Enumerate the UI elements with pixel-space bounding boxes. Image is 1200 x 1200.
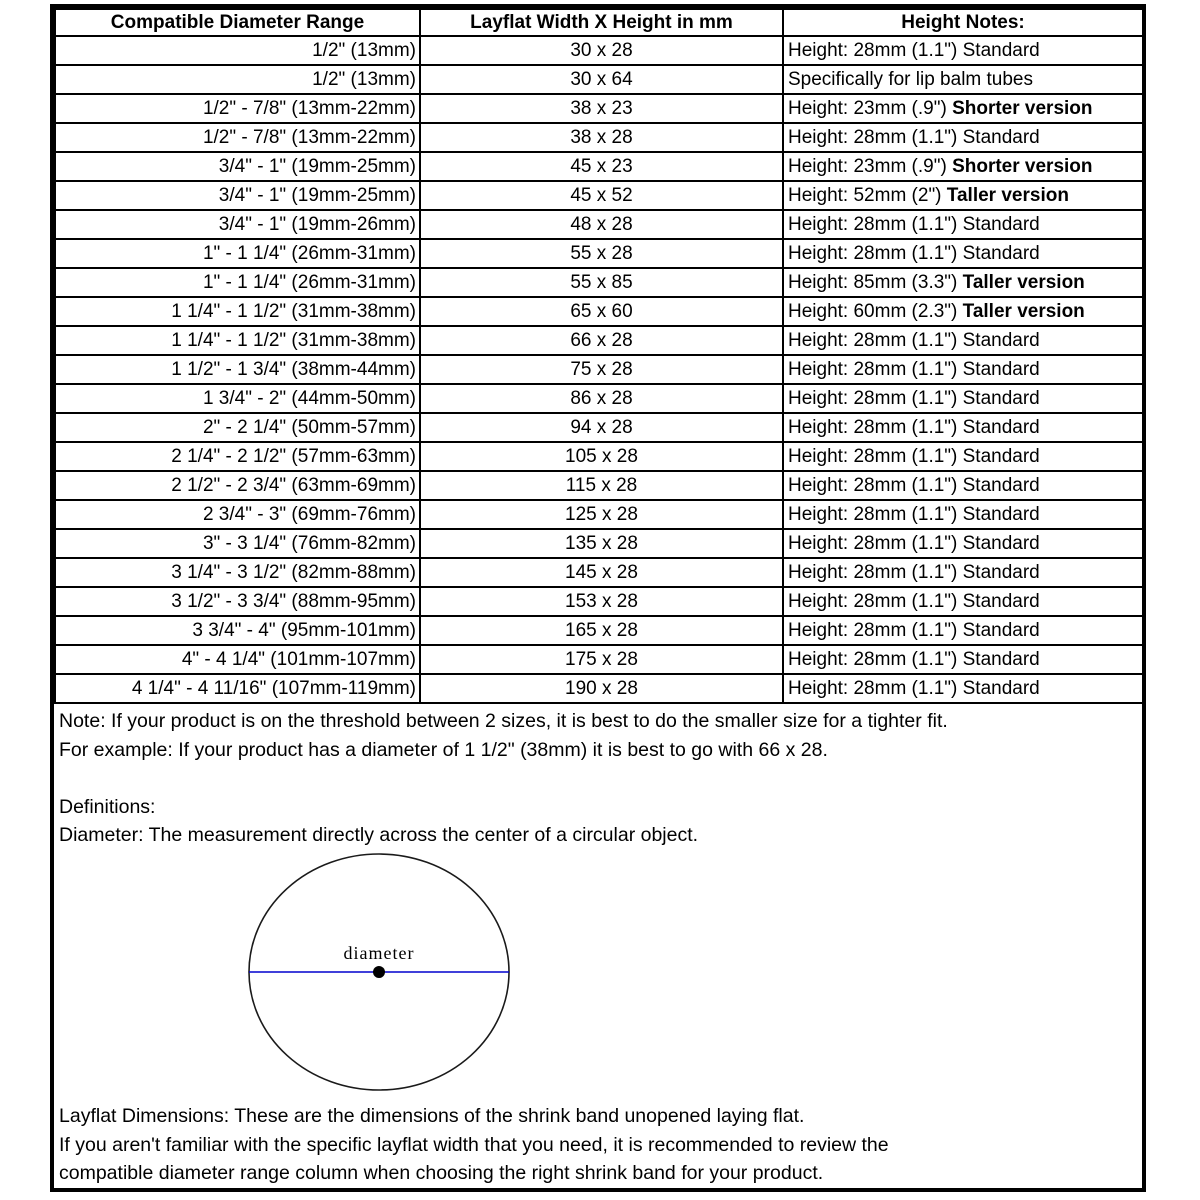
footer-line: If you aren't familiar with the specific layflat width that you need, it is recommended to review the (59, 1133, 889, 1156)
col-header-height-notes: Height Notes: (783, 9, 1143, 36)
cell-layflat-size: 125 x 28 (420, 500, 783, 529)
table-row (55, 65, 1143, 94)
cell-height-note: Height: 52mm (2") Taller version (783, 181, 1143, 210)
cell-height-note: Height: 28mm (1.1") Standard (783, 442, 1143, 471)
cell-diameter-range: 2 1/4" - 2 1/2" (57mm-63mm) (55, 442, 420, 471)
cell-layflat-size: 135 x 28 (420, 529, 783, 558)
cell-diameter-range: 1" - 1 1/4" (26mm-31mm) (55, 268, 420, 297)
cell-height-note: Height: 23mm (.9") Shorter version (783, 152, 1143, 181)
cell-diameter-range: 3/4" - 1" (19mm-25mm) (55, 181, 420, 210)
cell-height-note: Height: 28mm (1.1") Standard (783, 558, 1143, 587)
cell-height-note: Height: 85mm (3.3") Taller version (783, 268, 1143, 297)
cell-layflat-size: 48 x 28 (420, 210, 783, 239)
cell-diameter-range: 3/4" - 1" (19mm-25mm) (55, 152, 420, 181)
cell-diameter-range: 4 1/4" - 4 11/16" (107mm-119mm) (55, 674, 420, 703)
table-header-row (55, 9, 1143, 36)
cell-layflat-size: 66 x 28 (420, 326, 783, 355)
col-header-layflat-size: Layflat Width X Height in mm (420, 9, 783, 36)
cell-layflat-size: 75 x 28 (420, 355, 783, 384)
cell-diameter-range: 1 1/4" - 1 1/2" (31mm-38mm) (55, 326, 420, 355)
cell-height-note: Height: 28mm (1.1") Standard (783, 239, 1143, 268)
cell-layflat-size: 175 x 28 (420, 645, 783, 674)
cell-height-note: Height: 28mm (1.1") Standard (783, 471, 1143, 500)
cell-diameter-range: 3 1/2" - 3 3/4" (88mm-95mm) (55, 587, 420, 616)
footer-line: compatible diameter range column when choosing the right shrink band for your product. (59, 1162, 824, 1185)
cell-diameter-range: 1/2" (13mm) (55, 65, 420, 94)
table-row (55, 210, 1143, 239)
cell-diameter-range: 1 3/4" - 2" (44mm-50mm) (55, 384, 420, 413)
cell-height-note: Height: 28mm (1.1") Standard (783, 645, 1143, 674)
cell-height-note: Height: 28mm (1.1") Standard (783, 616, 1143, 645)
note-line: Definitions: (59, 795, 156, 818)
diameter-label: diameter (343, 943, 415, 963)
cell-layflat-size: 86 x 28 (420, 384, 783, 413)
table-row (55, 123, 1143, 152)
cell-height-note: Height: 28mm (1.1") Standard (783, 674, 1143, 703)
table-row (55, 355, 1143, 384)
size-table (54, 8, 1144, 704)
diameter-diagram (239, 846, 519, 1096)
cell-diameter-range: 1 1/4" - 1 1/2" (31mm-38mm) (55, 297, 420, 326)
cell-diameter-range: 1" - 1 1/4" (26mm-31mm) (55, 239, 420, 268)
cell-height-note: Height: 28mm (1.1") Standard (783, 500, 1143, 529)
table-row (55, 384, 1143, 413)
cell-height-note: Height: 28mm (1.1") Standard (783, 413, 1143, 442)
cell-layflat-size: 38 x 28 (420, 123, 783, 152)
cell-diameter-range: 2 3/4" - 3" (69mm-76mm) (55, 500, 420, 529)
cell-layflat-size: 115 x 28 (420, 471, 783, 500)
table-row (55, 529, 1143, 558)
cell-layflat-size: 153 x 28 (420, 587, 783, 616)
table-row (55, 413, 1143, 442)
cell-layflat-size: 45 x 23 (420, 152, 783, 181)
table-row (55, 94, 1143, 123)
cell-height-note: Height: 28mm (1.1") Standard (783, 529, 1143, 558)
cell-height-note: Specifically for lip balm tubes (783, 65, 1143, 94)
cell-height-note: Height: 28mm (1.1") Standard (783, 355, 1143, 384)
cell-diameter-range: 1 1/2" - 1 3/4" (38mm-44mm) (55, 355, 420, 384)
table-row (55, 616, 1143, 645)
cell-layflat-size: 30 x 28 (420, 36, 783, 65)
note-line: Diameter: The measurement directly across the center of a circular object. (59, 824, 699, 847)
cell-diameter-range: 2 1/2" - 2 3/4" (63mm-69mm) (55, 471, 420, 500)
cell-layflat-size: 190 x 28 (420, 674, 783, 703)
notes-block (59, 707, 1138, 850)
cell-height-note: Height: 28mm (1.1") Standard (783, 587, 1143, 616)
cell-layflat-size: 105 x 28 (420, 442, 783, 471)
cell-diameter-range: 2" - 2 1/4" (50mm-57mm) (55, 413, 420, 442)
table-row (55, 268, 1143, 297)
table-row (55, 442, 1143, 471)
size-chart-sheet (50, 4, 1146, 1192)
center-dot (373, 966, 385, 978)
table-row (55, 558, 1143, 587)
cell-layflat-size: 55 x 85 (420, 268, 783, 297)
note-line: Note: If your product is on the threshold between 2 sizes, it is best to do the smaller size for a tighter fit. (59, 710, 948, 732)
cell-diameter-range: 1/2" (13mm) (55, 36, 420, 65)
table-row (55, 152, 1143, 181)
cell-diameter-range: 3" - 3 1/4" (76mm-82mm) (55, 529, 420, 558)
cell-layflat-size: 65 x 60 (420, 297, 783, 326)
cell-diameter-range: 1/2" - 7/8" (13mm-22mm) (55, 123, 420, 152)
cell-layflat-size: 38 x 23 (420, 94, 783, 123)
col-header-diameter-range: Compatible Diameter Range (55, 9, 420, 36)
cell-height-note: Height: 60mm (2.3") Taller version (783, 297, 1143, 326)
table-row (55, 239, 1143, 268)
cell-height-note: Height: 28mm (1.1") Standard (783, 326, 1143, 355)
table-row (55, 181, 1143, 210)
note-line (59, 764, 1138, 793)
table-row (55, 471, 1143, 500)
cell-height-note: Height: 28mm (1.1") Standard (783, 123, 1143, 152)
cell-layflat-size: 165 x 28 (420, 616, 783, 645)
footer-line: Layflat Dimensions: These are the dimensions of the shrink band unopened laying flat. (59, 1105, 805, 1127)
table-row (55, 500, 1143, 529)
table-row (55, 645, 1143, 674)
cell-height-note: Height: 23mm (.9") Shorter version (783, 94, 1143, 123)
cell-layflat-size: 55 x 28 (420, 239, 783, 268)
cell-layflat-size: 45 x 52 (420, 181, 783, 210)
table-row (55, 326, 1143, 355)
cell-diameter-range: 3 1/4" - 3 1/2" (82mm-88mm) (55, 558, 420, 587)
footer-block (59, 1102, 1138, 1188)
cell-diameter-range: 3 3/4" - 4" (95mm-101mm) (55, 616, 420, 645)
cell-diameter-range: 3/4" - 1" (19mm-26mm) (55, 210, 420, 239)
cell-layflat-size: 30 x 64 (420, 65, 783, 94)
cell-layflat-size: 94 x 28 (420, 413, 783, 442)
cell-diameter-range: 4" - 4 1/4" (101mm-107mm) (55, 645, 420, 674)
note-line: For example: If your product has a diameter of 1 1/2" (38mm) it is best to go with 66 x 28. (59, 738, 828, 761)
table-row (55, 587, 1143, 616)
cell-diameter-range: 1/2" - 7/8" (13mm-22mm) (55, 94, 420, 123)
cell-height-note: Height: 28mm (1.1") Standard (783, 384, 1143, 413)
cell-height-note: Height: 28mm (1.1") Standard (783, 210, 1143, 239)
table-row (55, 36, 1143, 65)
cell-height-note: Height: 28mm (1.1") Standard (783, 36, 1143, 65)
table-row (55, 674, 1143, 703)
table-row (55, 297, 1143, 326)
cell-layflat-size: 145 x 28 (420, 558, 783, 587)
